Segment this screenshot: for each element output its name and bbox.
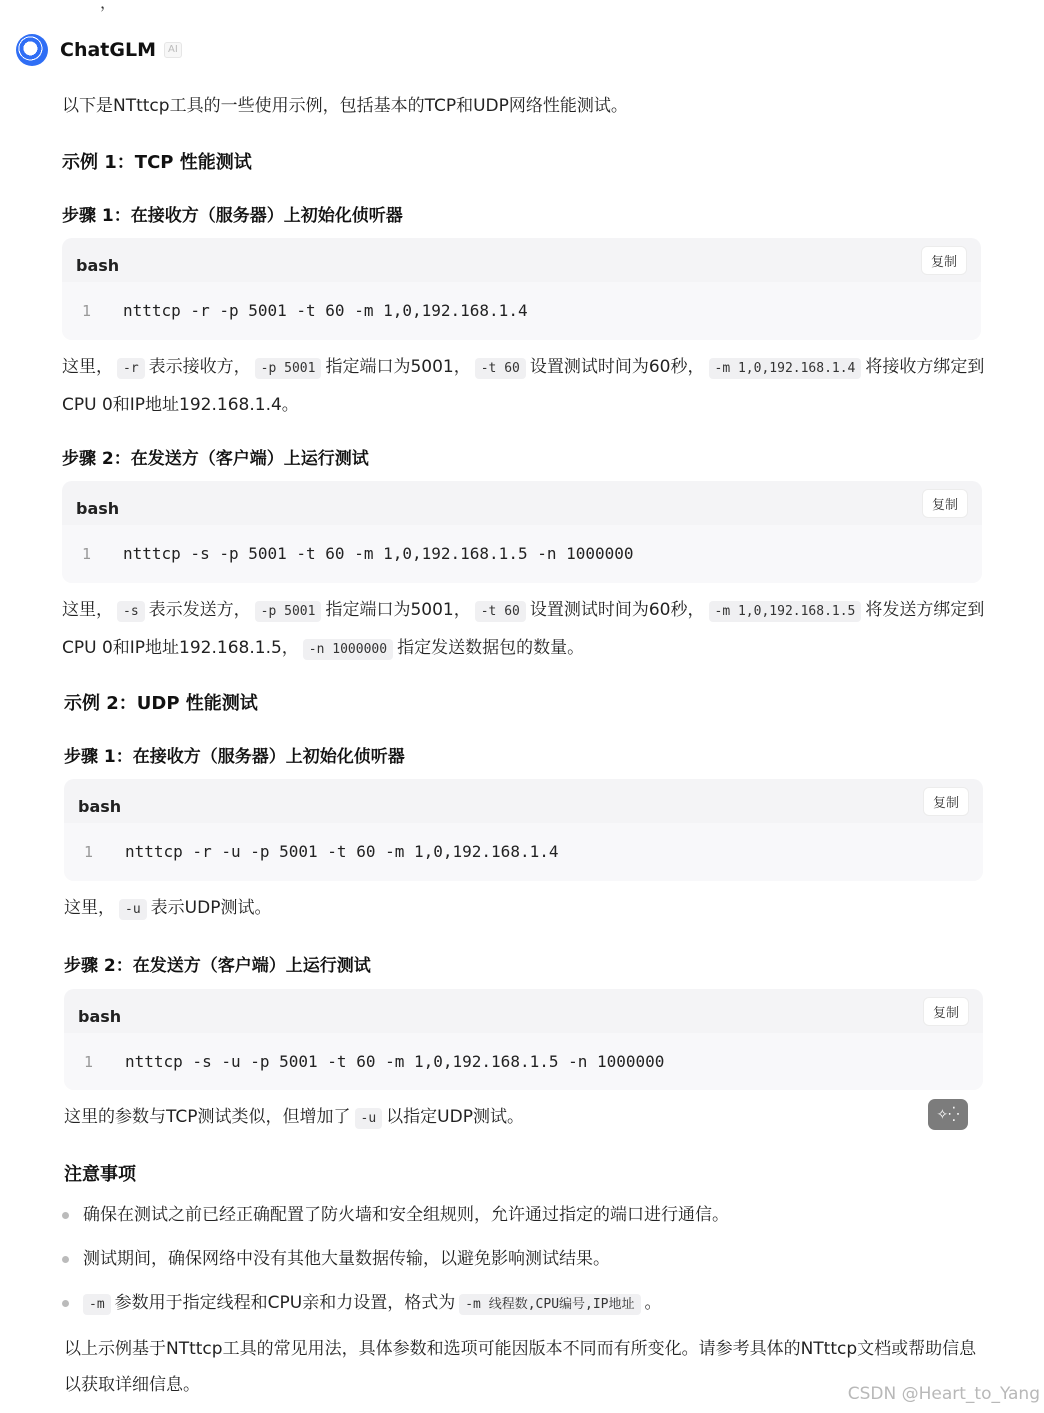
inline-code: -p 5001 <box>255 601 322 622</box>
example1-step2-explain <box>62 592 987 668</box>
code-line: ntttcp -r -p 5001 -t 60 -m 1,0,192.168.1.4 <box>123 301 528 320</box>
copy-button[interactable]: 复制 <box>922 489 968 518</box>
example2-step1-title: 步骤 1：在接收方（服务器）上初始化侦听器 <box>64 747 405 767</box>
line-number: 1 <box>84 843 94 861</box>
previous-message-fragment: ， <box>100 0 117 12</box>
bullet-icon <box>62 1212 69 1219</box>
example1-step2-title: 步骤 2：在发送方（客户端）上运行测试 <box>62 449 369 469</box>
inline-code: -m 1,0,192.168.1.5 <box>709 601 862 622</box>
text: 表示UDP测试。 <box>150 898 272 918</box>
example2-step2-title: 步骤 2：在发送方（客户端）上运行测试 <box>64 956 371 976</box>
inline-code: -t 60 <box>475 358 526 379</box>
inline-code: -u <box>355 1108 383 1129</box>
text: 设置测试时间为60秒， <box>529 600 705 620</box>
code-block-2 <box>62 481 982 583</box>
text: 指定端口为5001， <box>325 600 471 620</box>
code-language: bash <box>76 499 120 518</box>
text: 这里， <box>62 357 113 377</box>
text: 表示接收方， <box>148 357 251 377</box>
code-block-4 <box>64 989 983 1090</box>
text: 指定端口为5001， <box>325 357 471 377</box>
inline-code: -m 1,0,192.168.1.4 <box>709 358 862 379</box>
assistant-header <box>16 34 182 66</box>
ai-badge: AI <box>164 42 182 58</box>
code-line: ntttcp -r -u -p 5001 -t 60 -m 1,0,192.168.1.4 <box>125 842 559 861</box>
csdn-watermark: CSDN @Heart_to_Yang <box>847 1384 1040 1404</box>
text: 这里， <box>62 600 113 620</box>
inline-code: -r <box>117 358 145 379</box>
sparkle-icon[interactable]: ✧⁛ <box>928 1099 968 1130</box>
notes-title: 注意事项 <box>64 1164 136 1185</box>
example2-title: 示例 2：UDP 性能测试 <box>64 693 258 714</box>
inline-code: -p 5001 <box>255 358 322 379</box>
text: 这里的参数与TCP测试类似，但增加了 <box>64 1107 351 1127</box>
copy-button[interactable]: 复制 <box>921 246 967 275</box>
code-language: bash <box>78 797 122 816</box>
code-line: ntttcp -s -u -p 5001 -t 60 -m 1,0,192.168.1.5 -n 1000000 <box>125 1052 665 1071</box>
inline-code: -n 1000000 <box>303 639 393 660</box>
text: 。 <box>644 1293 662 1313</box>
line-number: 1 <box>84 1053 94 1071</box>
text: 将接收方绑定到CPU 0和IP地址192.168.1.4。 <box>62 357 985 415</box>
code-language: bash <box>78 1007 122 1026</box>
assistant-name: ChatGLM <box>60 39 156 61</box>
line-number: 1 <box>82 302 92 320</box>
example2-step2-explain <box>64 1099 524 1137</box>
copy-button[interactable]: 复制 <box>923 997 969 1026</box>
code-line: ntttcp -s -p 5001 -t 60 -m 1,0,192.168.1.5 -n 1000000 <box>123 544 634 563</box>
text: 指定发送数据包的数量。 <box>397 638 585 658</box>
text: 这里， <box>64 898 115 918</box>
text: 以指定UDP测试。 <box>386 1107 524 1127</box>
inline-code: -u <box>119 899 147 920</box>
inline-code: -s <box>117 601 145 622</box>
text: 设置测试时间为60秒， <box>529 357 705 377</box>
example1-step1-title: 步骤 1：在接收方（服务器）上初始化侦听器 <box>62 206 403 226</box>
text: 将发送方绑定到CPU 0和IP地址192.168.1.5， <box>62 600 985 658</box>
closing-text: 以上示例基于NTttcp工具的常见用法，具体参数和选项可能因版本不同而有所变化。请参考具体的NTttcp文档或帮助信息以获取详细信息。 <box>64 1339 977 1395</box>
bullet-icon <box>62 1256 69 1263</box>
example1-step1-explain <box>62 349 987 423</box>
example2-step1-explain <box>64 890 271 928</box>
note-item-3 <box>83 1285 662 1323</box>
text: 参数用于指定线程和CPU亲和力设置，格式为 <box>114 1293 456 1313</box>
text: 表示发送方， <box>148 600 251 620</box>
example1-title: 示例 1：TCP 性能测试 <box>62 152 252 173</box>
copy-button[interactable]: 复制 <box>923 787 969 816</box>
note-item-2: 测试期间，确保网络中没有其他大量数据传输，以避免影响测试结果。 <box>83 1249 610 1269</box>
inline-code: -t 60 <box>475 601 526 622</box>
code-block-3 <box>64 779 983 881</box>
inline-code: -m 线程数,CPU编号,IP地址 <box>459 1294 640 1315</box>
code-block-1 <box>62 238 981 340</box>
chatglm-logo-icon <box>16 34 48 66</box>
intro-text: 以下是NTttcp工具的一些使用示例，包括基本的TCP和UDP网络性能测试。 <box>62 96 628 116</box>
note-item-1: 确保在测试之前已经正确配置了防火墙和安全组规则，允许通过指定的端口进行通信。 <box>83 1205 729 1225</box>
bullet-icon <box>62 1300 69 1307</box>
inline-code: -m <box>83 1294 111 1315</box>
code-language: bash <box>76 256 120 275</box>
line-number: 1 <box>82 545 92 563</box>
